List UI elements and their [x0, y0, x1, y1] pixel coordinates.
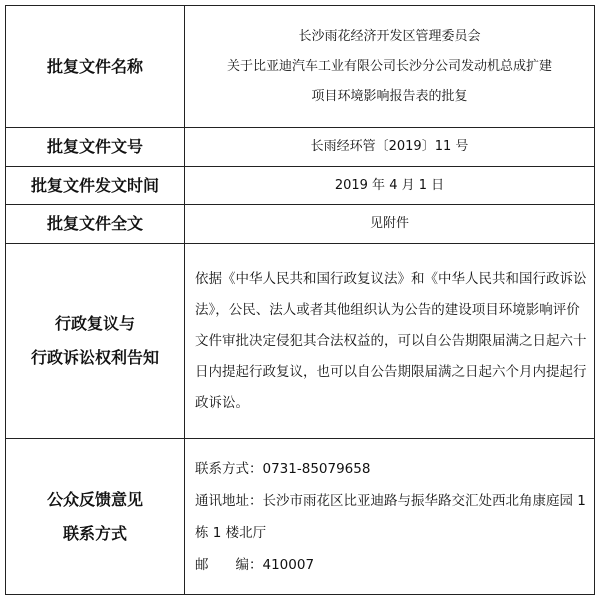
- approval-info-table: [5, 5, 595, 595]
- approval-name-row: [6, 6, 595, 128]
- approval-date-value: 2019 年 4 月 1 日: [185, 167, 595, 205]
- approval-fulltext-value: 见附件: [185, 205, 595, 244]
- rights-notice-label-line-2: 行政诉讼权利告知: [30, 348, 159, 367]
- rights-notice-label-line-1: 行政复议与: [54, 314, 135, 333]
- contact-address: 通讯地址：长沙市雨花区比亚迪路与振华路交汇处西北角康庭园 1 栋 1 楼北厅: [195, 492, 586, 541]
- approval-name-line-2: 关于比亚迪汽车工业有限公司长沙分公司发动机总成扩建: [226, 58, 552, 74]
- approval-fulltext-row: [6, 205, 595, 244]
- approval-fulltext-label: 批复文件全文: [6, 205, 185, 244]
- feedback-contact-label: [6, 439, 185, 595]
- feedback-contact-label-line-2: 联系方式: [62, 523, 127, 543]
- rights-notice-text: 依据《中华人民共和国行政复议法》和《中华人民共和国行政诉讼法》，公民、法人或者其他组织认为公告的建设项目环境影响评价文件审批决定侵犯其合法权益的，可以自公告期限届满之日起六十日内提起行政复议，也可以自公告期限届满之日起六个月内提起行政诉讼。: [185, 244, 595, 439]
- rights-notice-label: [6, 244, 185, 439]
- approval-date-row: [6, 167, 595, 205]
- approval-name-value: [185, 6, 595, 128]
- contact-postcode: 邮 编：410007: [195, 556, 315, 573]
- approval-name-line-3: 项目环境影响报告表的批复: [311, 88, 468, 104]
- approval-number-row: [6, 128, 595, 167]
- contact-phone: 联系方式：0731-85079658: [195, 460, 371, 477]
- rights-notice-row: [6, 244, 595, 439]
- approval-name-line-1: 长沙雨花经济开发区管理委员会: [298, 28, 481, 44]
- approval-number-label: 批复文件文号: [6, 128, 185, 167]
- approval-number-value: 长雨经环管〔2019〕11 号: [185, 128, 595, 167]
- approval-name-label: 批复文件名称: [6, 6, 185, 128]
- feedback-contact-label-line-1: 公众反馈意见: [46, 489, 143, 509]
- feedback-contact-details: [185, 439, 595, 595]
- feedback-contact-row: [6, 439, 595, 595]
- approval-date-label: 批复文件发文时间: [6, 167, 185, 205]
